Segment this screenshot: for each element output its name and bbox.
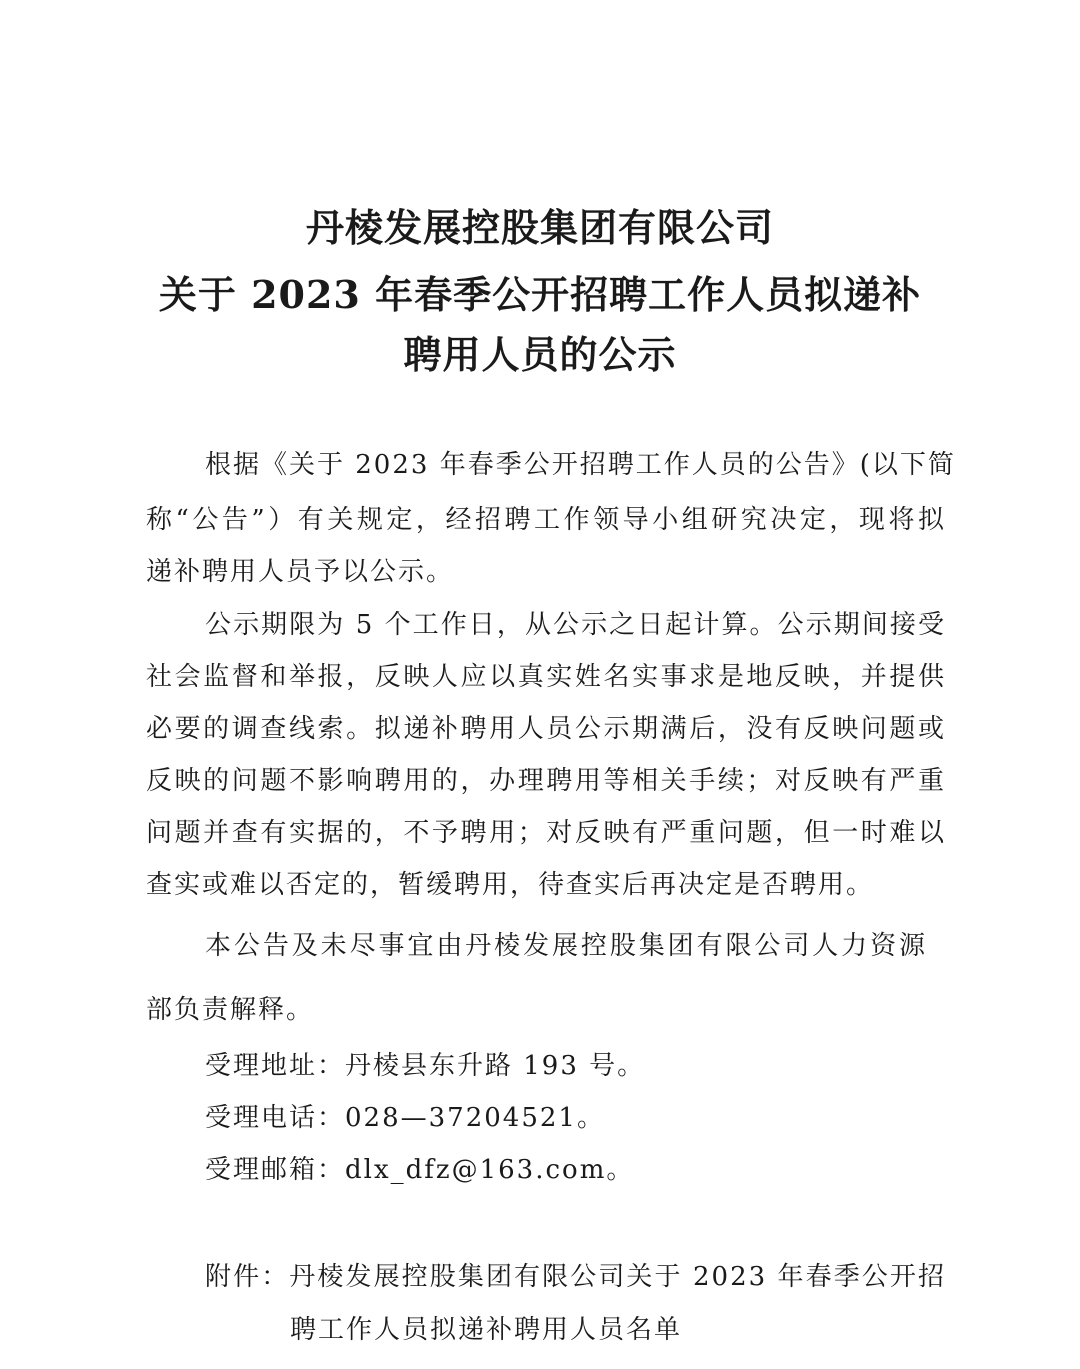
paragraph-1-line: 根据《关于 2023 年春季公开招聘工作人员的公告》(以下简 (205, 450, 956, 480)
attachment-line-1: 附件：丹棱发展控股集团有限公司关于 2023 年春季公开招 (205, 1262, 946, 1292)
contact-email: 受理邮箱：dlx_dfz@163.com。 (205, 1155, 635, 1185)
paragraph-1-line: 称“公告”）有关规定，经招聘工作领导小组研究决定，现将拟 (146, 505, 946, 535)
contact-phone: 受理电话：028—37204521。 (205, 1103, 605, 1133)
paragraph-1-line: 递补聘用人员予以公示。 (146, 557, 455, 587)
paragraph-2-line: 问题并查有实据的，不予聘用；对反映有严重问题，但一时难以 (146, 818, 946, 848)
paragraph-2-line: 反映的问题不影响聘用的，办理聘用等相关手续；对反映有严重 (146, 766, 946, 796)
title-line-1: 丹棱发展控股集团有限公司 (305, 205, 774, 250)
paragraph-2-line: 社会监督和举报，反映人应以真实姓名实事求是地反映，并提供 (146, 662, 946, 692)
paragraph-2-line: 必要的调查线索。拟递补聘用人员公示期满后，没有反映问题或 (146, 714, 946, 744)
paragraph-2-line: 公示期限为 5 个工作日，从公示之日起计算。公示期间接受 (205, 610, 946, 640)
attachment-line-2: 聘工作人员拟递补聘用人员名单 (290, 1315, 683, 1345)
paragraph-3-line: 本公告及未尽事宜由丹棱发展控股集团有限公司人力资源 (205, 931, 927, 961)
paragraph-3-line: 部负责解释。 (146, 995, 315, 1025)
title-line-2: 关于 2023 年春季公开招聘工作人员拟递补 (158, 272, 922, 317)
title-line-3: 聘用人员的公示 (403, 332, 677, 377)
paragraph-2-line: 查实或难以否定的，暂缓聘用，待查实后再决定是否聘用。 (146, 870, 875, 900)
contact-address: 受理地址：丹棱县东升路 193 号。 (205, 1051, 646, 1081)
